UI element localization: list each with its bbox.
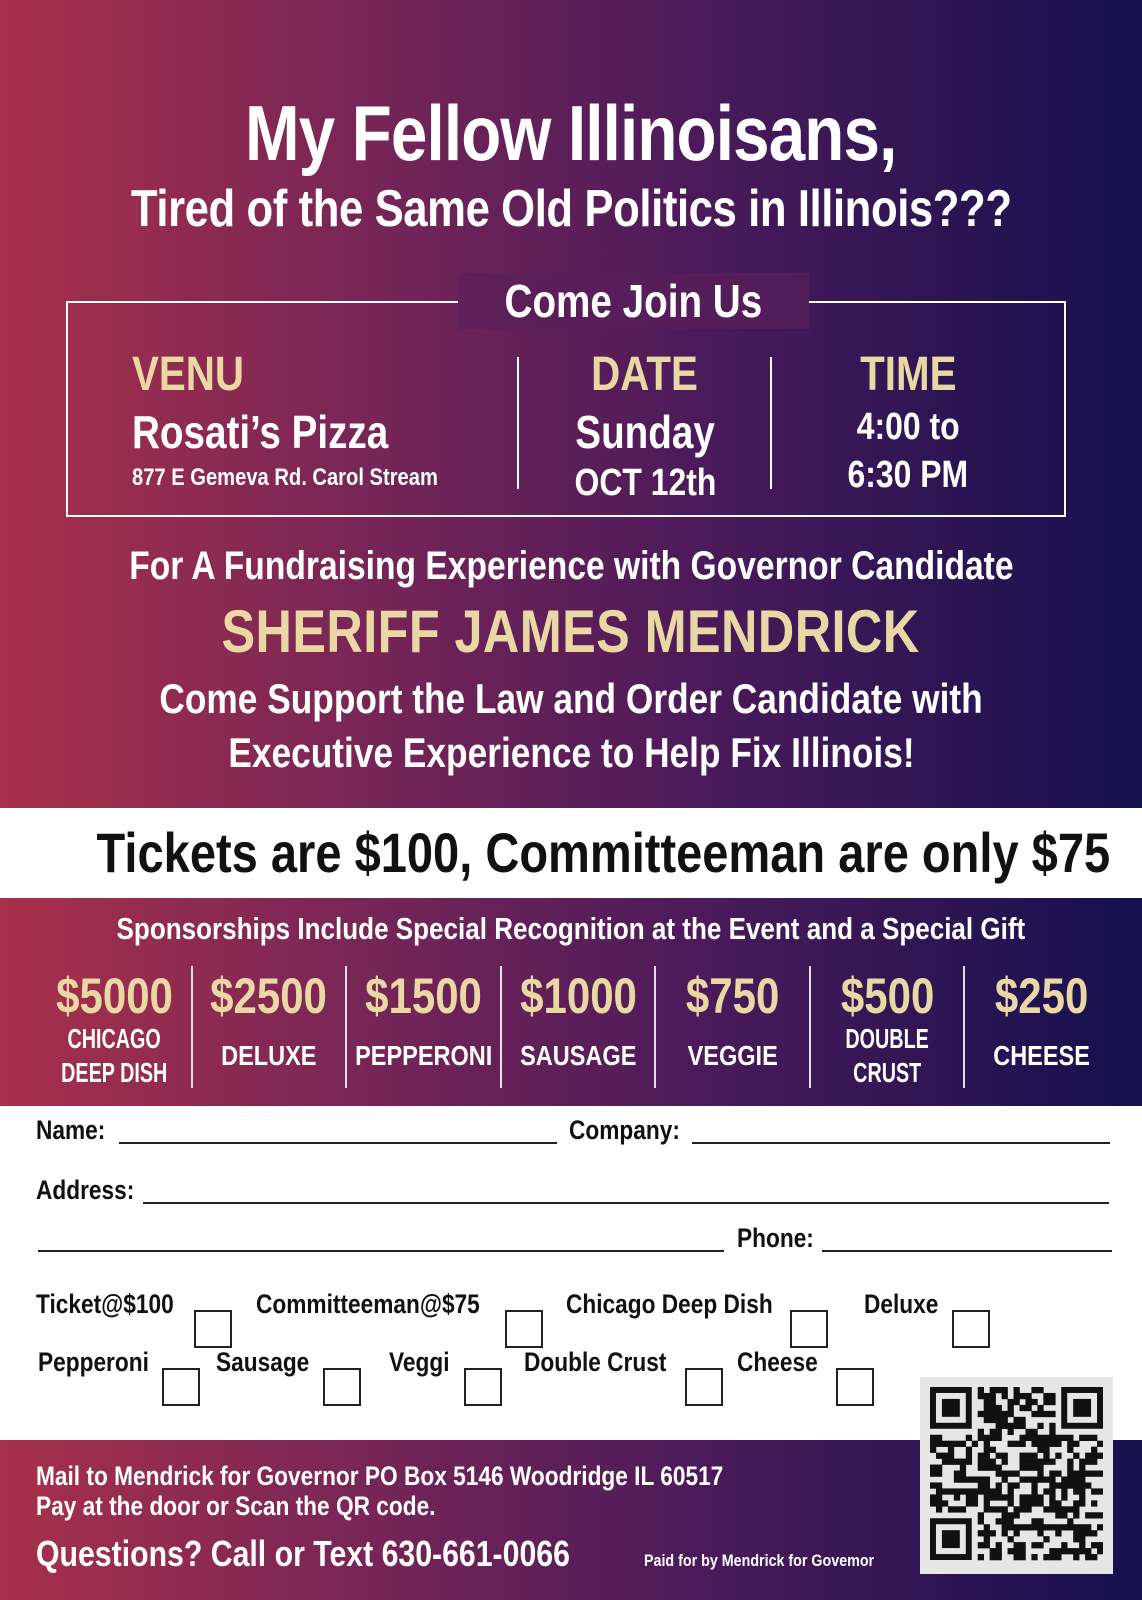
headline <box>0 88 1142 240</box>
option-veggi-label: Veggi <box>389 1347 450 1377</box>
option-deluxe-label: Deluxe <box>864 1289 939 1319</box>
option-cheese-label: Cheese <box>737 1347 818 1377</box>
date-day: Sunday <box>575 406 715 458</box>
committeeman-checkbox[interactable] <box>505 1310 543 1348</box>
pitch-block <box>0 540 1142 780</box>
sponsorship-tiers <box>38 966 1118 1088</box>
double-crust-checkbox[interactable] <box>685 1368 723 1406</box>
tier-name: DELUXE <box>221 1040 317 1071</box>
tier-1000 <box>500 966 655 1088</box>
tier-amount: $750 <box>685 968 780 1024</box>
come-join-us-label: Come Join Us <box>458 273 809 329</box>
tier-750 <box>654 966 809 1088</box>
tier-name: CHEESE <box>993 1040 1091 1071</box>
tier-amount: $250 <box>995 968 1089 1024</box>
tier-name: SAUSAGE <box>519 1040 637 1071</box>
venue-label: VENU <box>132 348 245 401</box>
option-chicago-label: Chicago Deep Dish <box>566 1289 773 1319</box>
event-details-box <box>66 275 1066 517</box>
paid-for-disclaimer: Paid for by Mendrick for Govemor <box>644 1551 875 1570</box>
tier-name: DOUBLE CRUST <box>845 1023 929 1088</box>
phone-label: Phone: <box>737 1223 814 1253</box>
date-value: OCT 12th <box>574 462 716 504</box>
qr-code-icon[interactable] <box>920 1377 1113 1574</box>
venue-name: Rosati’s Pizza <box>132 406 389 458</box>
questions-phone: Questions? Call or Text 630-661-0066 <box>36 1533 570 1574</box>
candidate-name: SHERIFF JAMES MENDRICK <box>221 598 921 665</box>
option-committeeman-label: Committeeman@$75 <box>256 1289 480 1319</box>
name-label: Name: <box>36 1115 106 1145</box>
chicago-deep-dish-checkbox[interactable] <box>790 1310 828 1348</box>
address-line-2-field[interactable] <box>38 1250 724 1252</box>
option-double-crust-label: Double Crust <box>524 1347 667 1377</box>
headline-main: My Fellow Illinoisans, <box>245 89 897 177</box>
tier-amount: $1500 <box>365 968 482 1024</box>
veggi-checkbox[interactable] <box>464 1368 502 1406</box>
phone-field[interactable] <box>822 1250 1112 1252</box>
ticket-checkbox[interactable] <box>194 1310 232 1348</box>
divider <box>770 357 772 489</box>
sausage-checkbox[interactable] <box>323 1368 361 1406</box>
tier-amount: $500 <box>840 968 934 1024</box>
name-field[interactable] <box>119 1142 557 1144</box>
tier-5000 <box>38 966 191 1088</box>
pitch-line-3: Executive Experience to Help Fix Illinois! <box>227 729 915 776</box>
option-ticket-label: Ticket@$100 <box>36 1289 174 1319</box>
tier-amount: $5000 <box>55 968 173 1024</box>
divider <box>517 357 519 489</box>
mail-address: Mail to Mendrick for Governor PO Box 5146 Woodridge IL 60517 <box>36 1461 724 1491</box>
tier-name: PEPPERONI <box>354 1040 493 1071</box>
tier-500 <box>809 966 964 1088</box>
deluxe-checkbox[interactable] <box>952 1310 990 1348</box>
tier-name: VEGGIE <box>687 1040 778 1071</box>
date-label: DATE <box>591 348 699 401</box>
ticket-price-text: Tickets are $100, Committeeman are only $75 <box>96 821 1111 884</box>
tier-250 <box>963 966 1118 1088</box>
time-end: 6:30 PM <box>847 454 969 496</box>
headline-sub: Tired of the Same Old Politics in Illinois??? <box>130 180 1012 238</box>
sponsorship-section <box>0 898 1142 1106</box>
tier-amount: $2500 <box>210 968 328 1024</box>
option-pepperoni-label: Pepperoni <box>38 1347 149 1377</box>
time-label: TIME <box>859 348 957 401</box>
tier-amount: $1000 <box>519 968 637 1024</box>
pitch-line-2: Come Support the Law and Order Candidate with <box>159 675 983 722</box>
company-label: Company: <box>569 1115 680 1145</box>
sponsorship-title: Sponsorships Include Special Recognition at the Event and a Special Gift <box>116 911 1026 946</box>
time-start: 4:00 to <box>856 406 960 448</box>
venue-address: 877 E Gemeva Rd. Carol Stream <box>132 464 438 491</box>
venue-block <box>132 347 496 495</box>
address-label: Address: <box>36 1175 135 1205</box>
tier-1500 <box>345 966 500 1088</box>
cheese-checkbox[interactable] <box>836 1368 874 1406</box>
pay-instructions: Pay at the door or Scan the QR code. <box>36 1491 436 1521</box>
option-sausage-label: Sausage <box>216 1347 310 1377</box>
ticket-price-band <box>0 808 1142 898</box>
tier-name: CHICAGO DEEP DISH <box>61 1023 168 1088</box>
qr-code-graphic <box>930 1387 1103 1564</box>
time-block <box>788 347 1028 499</box>
pitch-line-1: For A Fundraising Experience with Governor Candidate <box>128 544 1014 588</box>
date-block <box>530 347 760 505</box>
pepperoni-checkbox[interactable] <box>162 1368 200 1406</box>
company-field[interactable] <box>692 1142 1110 1144</box>
address-field[interactable] <box>143 1202 1109 1204</box>
tier-2500 <box>191 966 346 1088</box>
